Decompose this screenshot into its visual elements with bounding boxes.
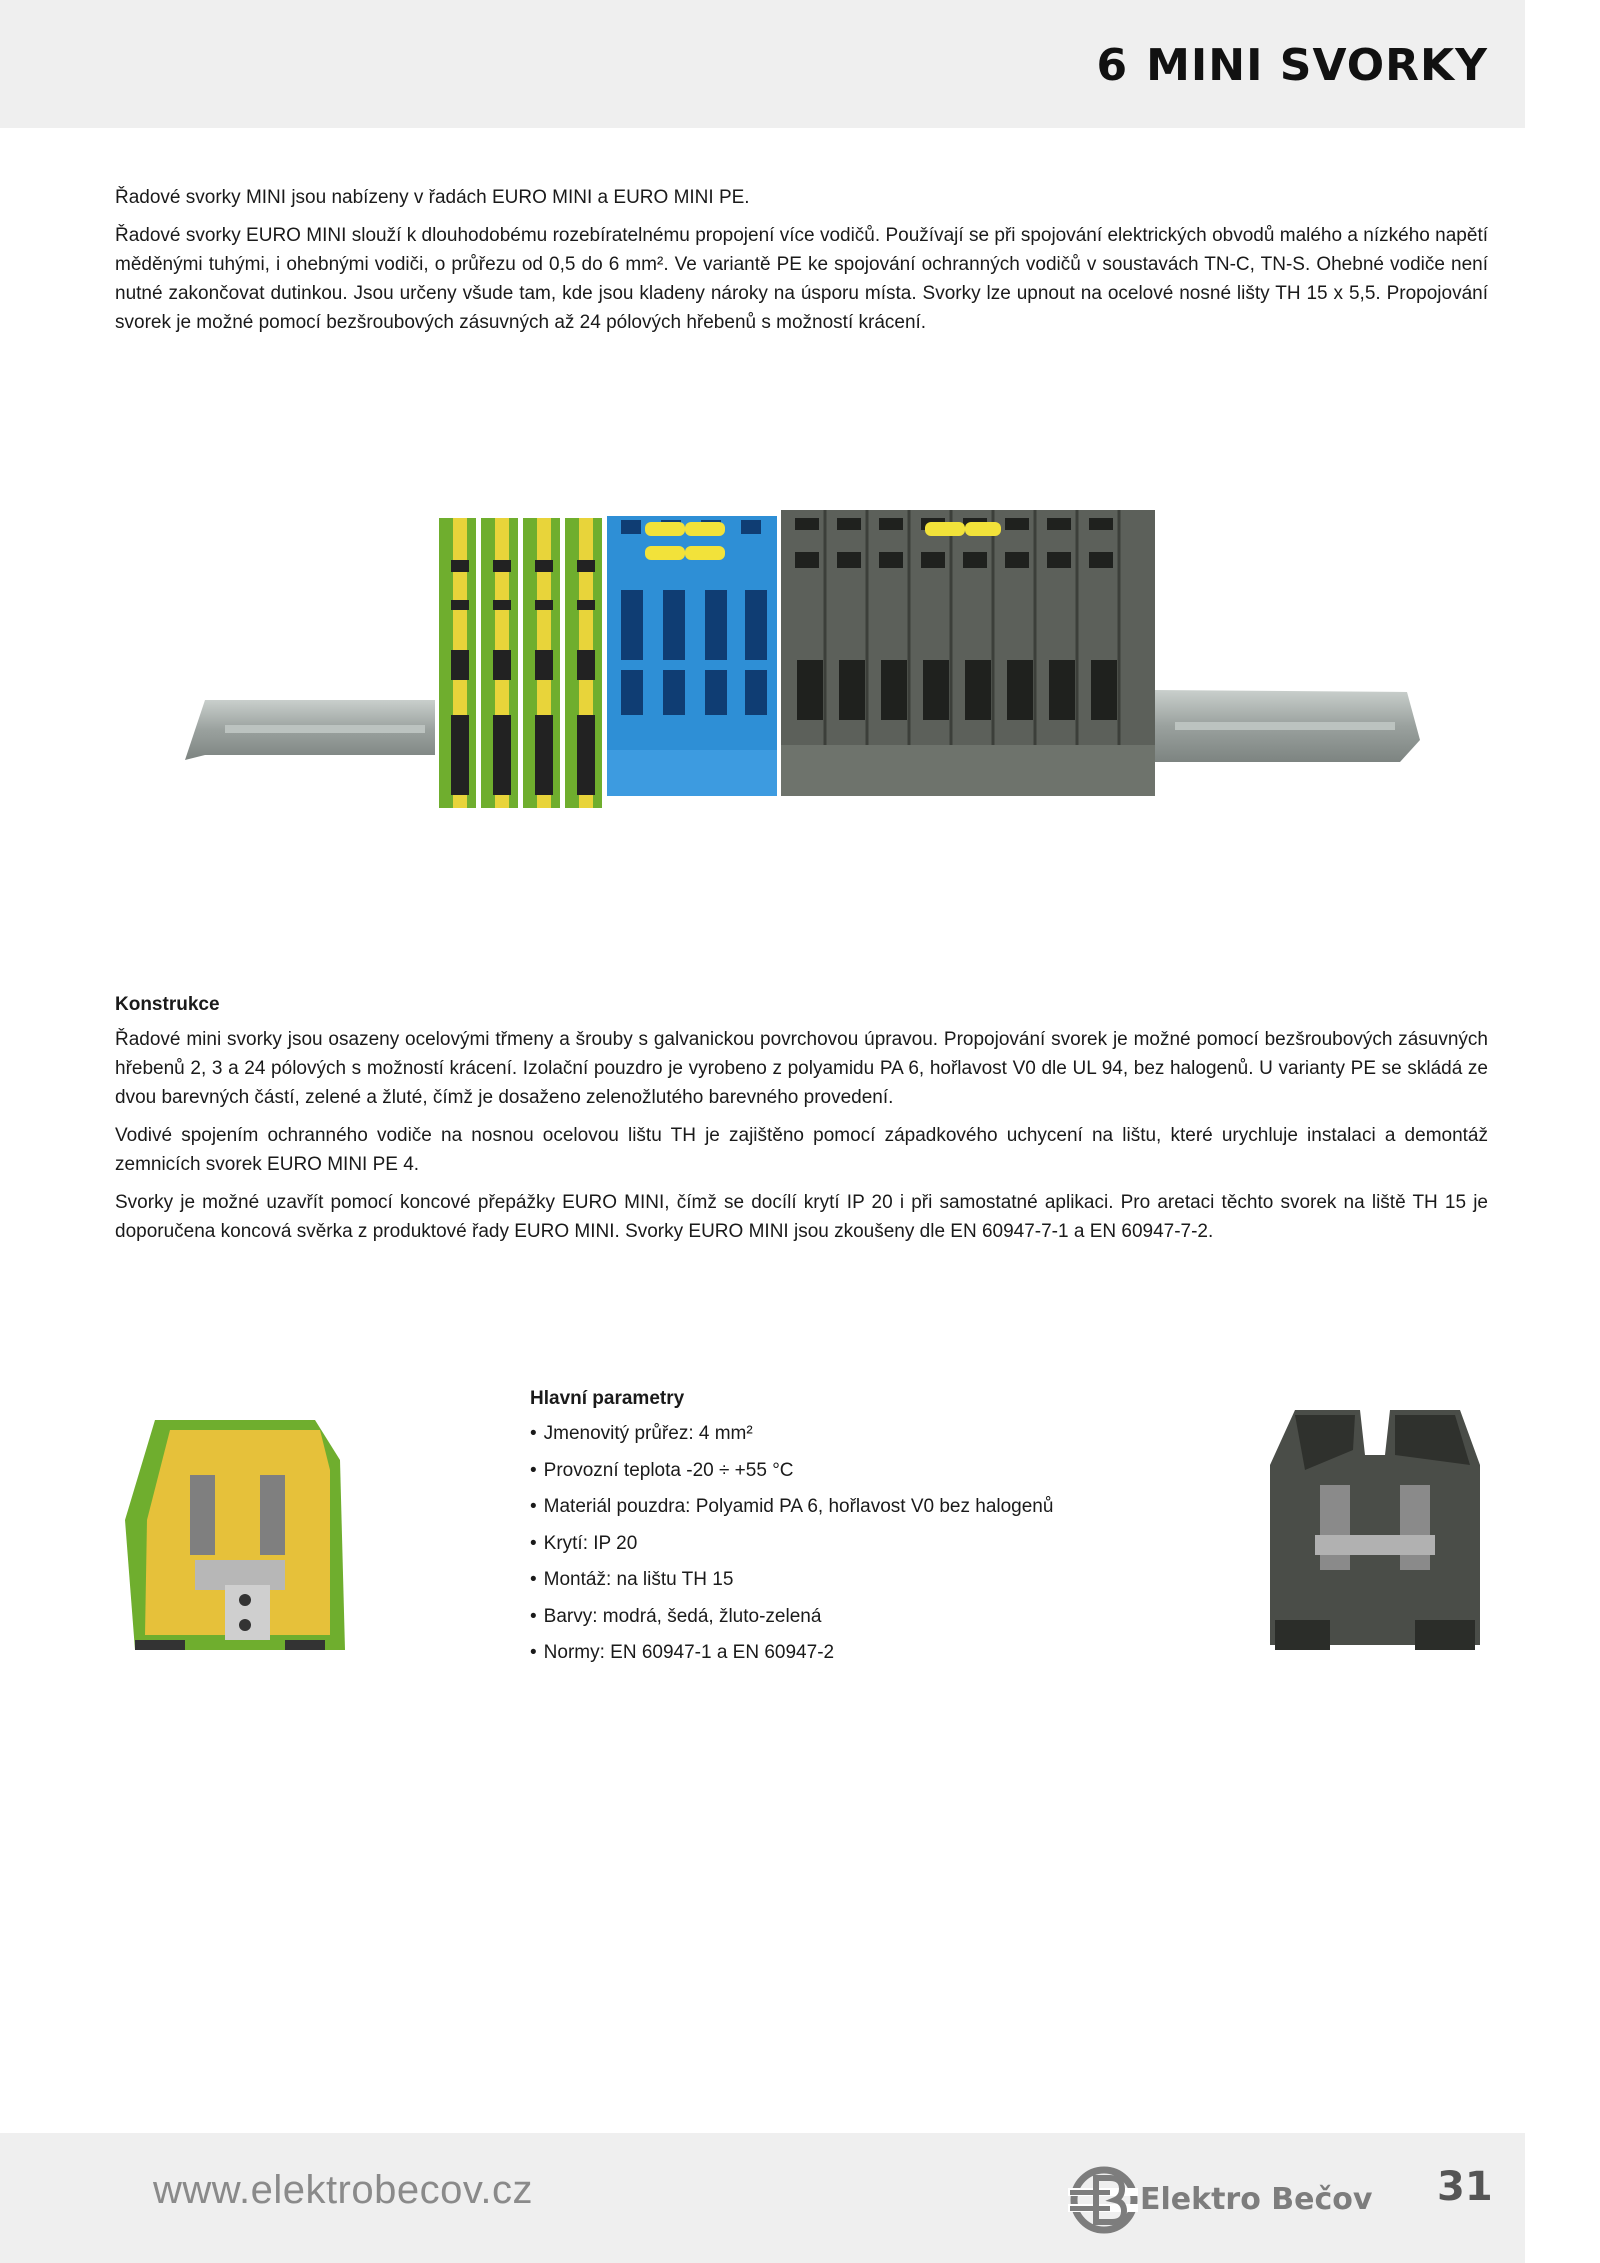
chapter-title xyxy=(1096,40,1488,91)
construction-heading: Konstrukce xyxy=(115,994,220,1015)
parameters-list xyxy=(530,1416,1150,1672)
brand-logo xyxy=(1068,2160,1388,2240)
parameter-item: • Krytí: IP 20 xyxy=(530,1526,1150,1563)
parameter-item: • Montáž: na lištu TH 15 xyxy=(530,1562,1150,1599)
grey-terminal-photo xyxy=(1265,1395,1485,1657)
parameter-item: • Jmenovitý průřez: 4 mm² xyxy=(530,1416,1150,1453)
elektro-becov-logo-icon xyxy=(1068,2160,1138,2240)
page-number: 31 xyxy=(1437,2164,1493,2210)
parameter-item: • Barvy: modrá, šedá, žluto-zelená xyxy=(530,1599,1150,1636)
pe-terminal-photo xyxy=(115,1400,355,1660)
intro-paragraph: Řadové svorky EURO MINI slouží k dlouhodobému rozebíratelnému propojení více vodičů. Používají se při spojování elektrických obvodů malého a nízkého napětí měděnými tuhými, i ohebnými vodiči, o průřezu od 0,5 do 6 mm². Ve variantě PE ke spojování ochranných vodičů v soustavách TN-C, TN-S. Ohebné vodiče není nutné zakončovat dutinkou. Jsou určeny všude tam, kde jsou kladeny nároky na úsporu místa. Svorky lze upnout na ocelové nosné lišty TH 15 x 5,5. Propojování svorek je možné pomocí bezšroubových zásuvných až 24 pólových hřebenů s možností krácení. xyxy=(115,225,1488,333)
chapter-number: 6 xyxy=(1096,40,1129,91)
parameters-heading: Hlavní parametry xyxy=(530,1388,685,1409)
intro-section xyxy=(115,183,1488,346)
brand-name: Elektro Bečov xyxy=(1140,2182,1373,2217)
construction-section xyxy=(115,990,1488,1255)
parameter-item: • Materiál pouzdra: Polyamid PA 6, hořlavost V0 bez halogenů xyxy=(530,1489,1150,1526)
construction-paragraph: Svorky je možné uzavřít pomocí koncové přepážky EURO MINI, čímž se docílí krytí IP 20 i při samostatné aplikaci. Pro aretaci těchto svorek na liště TH 15 je doporučena koncová svěrka z produktové řady EURO MINI. Svorky EURO MINI jsou zkoušeny dle EN 60947-7-1 a EN 60947-7-2. xyxy=(115,1192,1488,1242)
terminal-blocks-on-rail-photo xyxy=(185,500,1425,830)
parameter-item: • Provozní teplota -20 ÷ +55 °C xyxy=(530,1453,1150,1490)
main-parameters xyxy=(530,1384,1150,1672)
construction-paragraph: Vodivé spojením ochranného vodiče na nosnou ocelovou lištu TH je zajištěno pomocí západkového uchycení na lištu, které urychluje instalaci a demontáž zemnicích svorek EURO MINI PE 4. xyxy=(115,1125,1488,1175)
intro-paragraph: Řadové svorky MINI jsou nabízeny v řadách EURO MINI a EURO MINI PE. xyxy=(115,187,750,208)
website-link[interactable]: www.elektrobecov.cz xyxy=(153,2168,534,2212)
chapter-title-text: MINI SVORKY xyxy=(1146,40,1488,91)
parameter-item: • Normy: EN 60947-1 a EN 60947-2 xyxy=(530,1635,1150,1672)
construction-paragraph: Řadové mini svorky jsou osazeny ocelovými třmeny a šrouby s galvanickou povrchovou úpravou. Propojování svorek je možné pomocí bezšroubových zásuvných hřebenů 2, 3 a 24 pólových s možností krácení. Izolační pouzdro je vyrobeno z polyamidu PA 6, hořlavost V0 dle UL 94, bez halogenů. U varianty PE se skládá ze dvou barevných částí, zelené a žluté, čímž je dosaženo zelenožlutého barevného provedení. xyxy=(115,1029,1488,1108)
